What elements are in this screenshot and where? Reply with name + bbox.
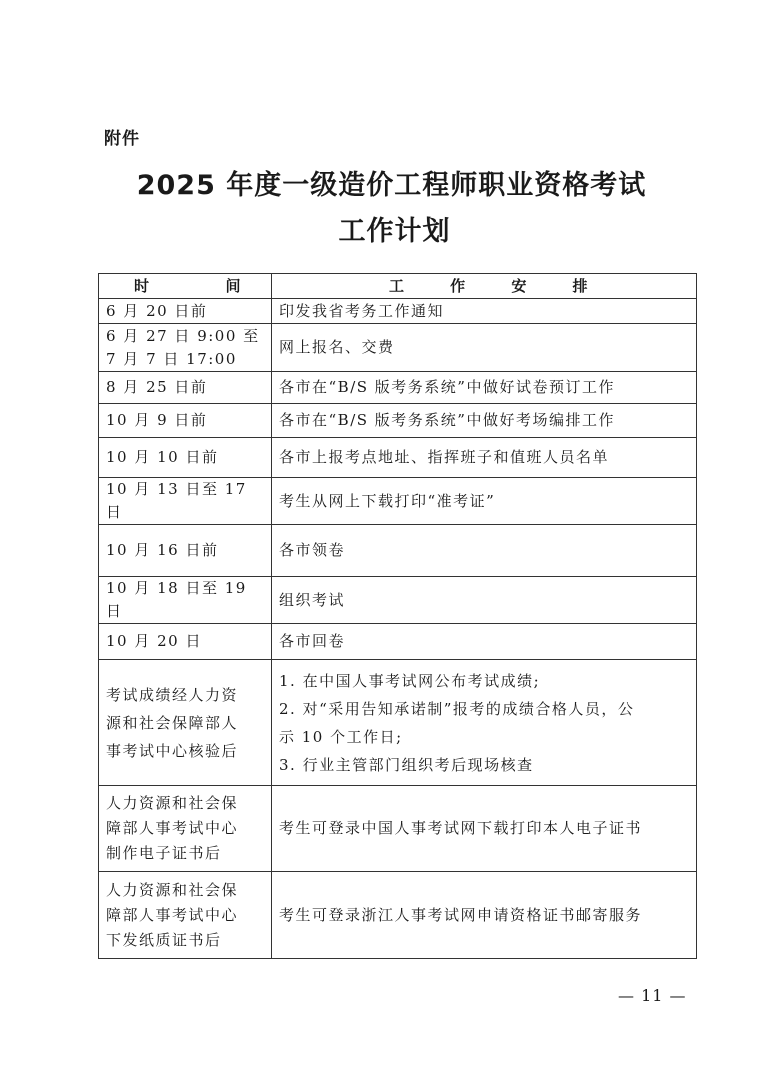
document-subtitle: 工作计划 [338, 216, 451, 247]
table-row [99, 786, 697, 872]
time-cell: 6 月 27 日 9:00 至 7 月 7 日 17:00 [99, 324, 272, 372]
time-cell: 10 月 13 日至 17 日 [99, 478, 272, 525]
time-header-char: 间 [225, 276, 242, 295]
time-cell: 10 月 16 日前 [99, 525, 272, 577]
table-row [99, 525, 697, 577]
table-row [99, 324, 697, 372]
work-plan-table [98, 273, 697, 959]
table-header-row [99, 274, 697, 299]
page-number: — 11 — [618, 986, 687, 1005]
work-cell: 考生可登录中国人事考试网下载打印本人电子证书 [272, 786, 697, 872]
work-header-char: 排 [572, 276, 589, 295]
work-cell: 组织考试 [272, 577, 697, 624]
time-cell: 6 月 20 日前 [99, 299, 272, 324]
table-row [99, 438, 697, 478]
work-cell: 网上报名、交费 [272, 324, 697, 372]
work-cell: 1. 在中国人事考试网公布考试成绩; 2. 对“采用告知承诺制”报考的成绩合格人员，公 示 10 个工作日; 3. 行业主管部门组织考后现场核查 [272, 660, 697, 786]
table-row [99, 299, 697, 324]
table-row [99, 372, 697, 404]
time-cell: 10 月 18 日至 19 日 [99, 577, 272, 624]
work-header-char: 安 [511, 276, 528, 295]
work-cell: 印发我省考务工作通知 [272, 299, 697, 324]
time-cell: 人力资源和社会保 障部人事考试中心 下发纸质证书后 [99, 872, 272, 959]
table-row [99, 404, 697, 438]
work-header-char: 工 [389, 276, 406, 295]
table-row [99, 478, 697, 525]
attachment-label: 附件 [104, 129, 140, 149]
work-cell: 各市在“B/S 版考务系统”中做好试卷预订工作 [272, 372, 697, 404]
table-row [99, 872, 697, 959]
time-cell: 8 月 25 日前 [99, 372, 272, 404]
work-cell: 考生可登录浙江人事考试网申请资格证书邮寄服务 [272, 872, 697, 959]
work-cell: 各市上报考点地址、指挥班子和值班人员名单 [272, 438, 697, 478]
work-cell: 各市领卷 [272, 525, 697, 577]
time-column-header [99, 274, 272, 299]
table-row [99, 660, 697, 786]
time-cell: 10 月 20 日 [99, 624, 272, 660]
time-cell: 10 月 9 日前 [99, 404, 272, 438]
work-cell: 各市在“B/S 版考务系统”中做好考场编排工作 [272, 404, 697, 438]
time-header-char: 时 [134, 276, 151, 295]
work-cell: 各市回卷 [272, 624, 697, 660]
table-row [99, 577, 697, 624]
work-cell: 考生从网上下载打印“准考证” [272, 478, 697, 525]
document-title: 2025 年度一级造价工程师职业资格考试 [136, 170, 647, 201]
work-column-header [272, 274, 697, 299]
time-cell: 考试成绩经人力资 源和社会保障部人 事考试中心核验后 [99, 660, 272, 786]
table-row [99, 624, 697, 660]
time-cell: 10 月 10 日前 [99, 438, 272, 478]
work-header-char: 作 [450, 276, 467, 295]
time-cell: 人力资源和社会保 障部人事考试中心 制作电子证书后 [99, 786, 272, 872]
